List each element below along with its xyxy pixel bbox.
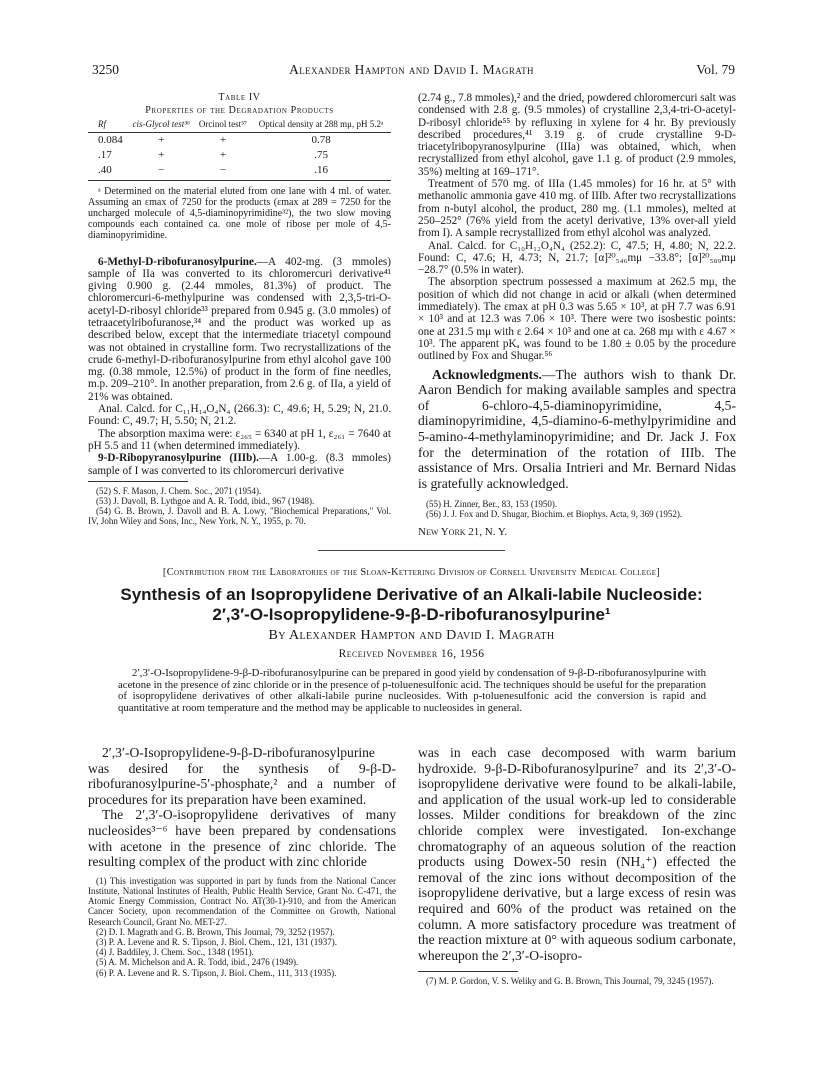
table-subtitle: Properties of the Degradation Products	[145, 105, 334, 116]
table-row	[88, 163, 391, 178]
paragraph: The 2′,3′-O-isopropylidene derivatives of many nucleosides³⁻⁶ have been prepared by condensations with acetone in the presence of zinc chloride. The resulting complex of the product with zinc chloride	[88, 807, 396, 870]
table-header-row	[88, 120, 391, 132]
table-cell: .17	[98, 148, 112, 161]
address: New York 21, N. Y.	[418, 525, 508, 538]
acknowledgments	[418, 367, 736, 492]
table-cell: +	[219, 148, 227, 161]
table-header-cell: cis-Glycol test³⁶	[128, 120, 195, 132]
paragraph-heading: 6-Methyl-D-ribofuranosylpurine.	[98, 255, 257, 268]
table-cell: 0.78	[311, 133, 331, 146]
article-footnotes-right	[418, 976, 736, 986]
paragraph: The absorption spectrum possessed a maximum at 262.5 mμ, the position of which did not change in acid or alkali (when determined immediately). The εmax at pH 0.3 was 5.65 × 10³, at pH 7.7 was 6.91 × 10³ and at 12.3 was 7.06 × 10³. There were two isosbestic points: one at 231.5 mμ with ε 2.64 × 10³ and one at ca. 268 mμ with ε 4.67 × 10³. The apparent pKₐ was found to be 1.80 ± 0.05 by the procedure outlined by Fox and Shugar.⁵⁶	[418, 276, 736, 363]
right-body-text	[418, 92, 736, 363]
contribution-line: [Contribution from the Laboratories of the Sloan-Kettering Division of Cornell University Medical College]	[162, 567, 661, 578]
table-cell: .75	[314, 148, 328, 161]
left-body-text	[88, 256, 391, 477]
left-column	[88, 92, 391, 527]
table-footnote	[88, 186, 391, 242]
ack-heading: Acknowledgments.	[432, 366, 542, 382]
paragraph: The absorption maxima were: ε₂₆₅ = 6340 at pH 1, ε₂₆₁ = 7640 at pH 5.5 and 11 (when determined immediately).	[88, 427, 391, 452]
paragraph-text: —A 1.00-g. (8.3 mmoles) sample of I was converted to its chloromercuri derivative	[88, 452, 391, 477]
footnote: (55) H. Zinner, Ber., 83, 153 (1950).	[426, 499, 558, 510]
table-row	[88, 148, 391, 163]
paragraph: 2′,3′-O-Isopropylidene-9-β-D-ribofuranosylpurine was desired for the synthesis of 9-β-D-ribofuranosylpurine-5′-phosphate,² and a number of procedures for its preparation have been examined.	[88, 745, 396, 807]
table-title: Table IV	[218, 92, 261, 103]
left-footnotes	[88, 486, 391, 527]
right-column	[418, 92, 736, 538]
table-header-cell: Rf	[88, 120, 128, 132]
article-divider	[318, 550, 505, 551]
abstract: 2′,3′-O-Isopropylidene-9-β-D-ribofuranosylpurine can be prepared in good yield by condensation of 9-β-D-ribofuranosylpurine with acetone in the presence of zinc chloride or in the presence of p-toluenesulfonic acid. The techniques should be useful for the preparation of isopropylidene derivatives of other alkali-labile purine nucleosides. With p-toluenesulfonic acid the conversion is rapid and quantitative at room temperature and the method may be applicable to nucleosides in general.	[118, 667, 707, 714]
table-bottom-rule	[88, 180, 391, 181]
paragraph: Anal. Calcd. for C₁₁H₁₄O₄N₄ (266.3): C, 49.6; H, 5.29; N, 21.0. Found: C, 49.7; H, 5.50; N, 21.2.	[88, 403, 391, 428]
table-cell: +	[219, 133, 227, 146]
ack-text: —The authors wish to thank Dr. Aaron Bendich for making available samples and spectra of 6-chloro-4,5-diaminopyrimidine, 4,5-diaminopyrimidine, 4,5-diamino-6-methylpyrimidine and 5-amino-4-methylaminopyrimidine; and Dr. Jack J. Fox for the determination of the rotation of IIIb. The assistance of Mrs. Orsalia Intrieri and Mr. Bernard Nidas is gratefully acknowledged.	[418, 366, 736, 491]
footnote-rule	[88, 481, 188, 482]
table-cell: 0.084	[98, 133, 123, 146]
table-cell: .40	[98, 163, 112, 176]
article-body-left	[88, 745, 396, 870]
paragraph: Treatment of 570 mg. of IIIa (1.45 mmoles) for 16 hr. at 5° with methanolic ammonia gave 410 mg. of IIIb. After two recrystallizations from n-butyl alcohol, the product, 280 mg. (1.1 mmoles), melted at 250–252° (76% yield from the acetyl derivative, 13% over-all yield from I). A sample recrystallized from ethyl alcohol was analyzed.	[418, 178, 736, 240]
article-title-line1: Synthesis of an Isopropylidene Derivative of an Alkali-labile Nucleoside:	[120, 585, 703, 604]
article-right-column	[418, 745, 736, 987]
paragraph	[88, 256, 391, 404]
footnote: (2) D. I. Magrath and G. B. Brown, This Journal, 79, 3252 (1957).	[96, 926, 335, 937]
paragraph-text: —A 402-mg. (3 mmoles) sample of IIa was converted to its chloromercuri derivative⁴¹ giving 0.900 g. (2.44 mmoles, 81.3%) of product. The chloromercuri-6-methylpurine was condensed with 2,3,5-tri-O-acetyl-D-ribosyl chloride³³ prepared from 0.945 g. (3.0 mmoles) of tetraacetylribofuranose,³⁴ and the product was worked up as described below, except that the intermediate triacetyl compound was not obtained in crystalline form. Two recrystallizations of the crude 6-methyl-D-ribofuranosylpurine from ethyl alcohol gave 100 mg. (0.38 mmole, 12.5%) of product in the form of fine needles, m.p. 209–210°. In another preparation, from 2.6 g. of IIa, a yield of 21% was obtained.	[88, 255, 391, 403]
running-title: Alexander Hampton and David I. Magrath	[289, 62, 534, 77]
paragraph	[88, 452, 391, 477]
footnote: (6) P. A. Levene and R. S. Tipson, J. Biol. Chem., 111, 313 (1935).	[96, 967, 337, 978]
table-footnote-text: ᵃ Determined on the material eluted from one lane with 4 ml. of water. Assuming an εmax of 7250 for the products (εmax at 289 = 7250 for the uncharged molecule of 4,5-diaminopyrimidine³²), the two slow moving compounds each contained ca. one mole of ribose per mole of 4,5-diaminopyrimidine.	[88, 185, 391, 242]
page-number: 3250	[92, 62, 119, 77]
footnote: (7) M. P. Gordon, V. S. Weliky and G. B. Brown, This Journal, 79, 3245 (1957).	[426, 976, 714, 987]
table-cell: .16	[314, 163, 328, 176]
table-row	[88, 132, 391, 148]
right-footnotes	[418, 499, 736, 519]
paragraph: (2.74 g., 7.8 mmoles),² and the dried, powdered chloromercuri salt was condensed with 2.8 g. (9.5 mmoles) of crystalline 2,3,4-tri-O-acetyl-D-ribosyl chloride⁵⁵ by refluxing in xylene for 4 hr. By previously described procedures,⁴¹ 3.19 g. of crude crystalline 9-D-triacetylribopyranosylpurine (IIIa) was obtained, which, when recrystallized from ethyl alcohol, gave 1.1 g. of product (2.9 mmoles, 35%) melting at 169–171°.	[418, 92, 736, 178]
article-footnotes-left	[88, 876, 396, 978]
table-cell: +	[158, 148, 165, 161]
article-authors: By Alexander Hampton and David I. Magrath	[268, 628, 555, 643]
table-header-cell: Optical density at 288 mμ, pH 5.2ᵃ	[251, 120, 391, 132]
properties-table	[88, 120, 391, 178]
footnote: (56) J. J. Fox and D. Shugar, Biochim. et Biophys. Acta, 9, 369 (1952).	[426, 509, 683, 520]
footnote: (1) This investigation was supported in part by funds from the National Cancer Institute, National Institutes of Health, Public Health Service, Grant No. C-471, the Atomic Energy Commission, Contract No. AT(30-1)-910, and from the American Cancer Society, upon recommendation of the Committee on Growth, National Research Council, Grant No. MET-27.	[88, 875, 396, 927]
paragraph: Anal. Calcd. for C₁₀H₁₂O₄N₄ (252.2): C, 47.5; H, 4.80; N, 22.2. Found: C, 47.6; H, 4.73; N, 21.7; [α]²⁰₅₄₆mμ −33.8°; [α]²⁰₅₈₉mμ −28.7° (0.5% in water).	[418, 239, 736, 277]
article-body-right	[418, 745, 736, 963]
table-cell: −	[158, 163, 165, 176]
received-date: Received November 16, 1956	[338, 648, 485, 660]
paragraph-heading: 9-D-Ribopyranosylpurine (IIIb).	[98, 452, 259, 465]
table-header-cell: Orcinol test³⁷	[195, 120, 252, 132]
footnote-rule	[418, 971, 518, 972]
footnote: (53) J. Davoll, B. Lythgoe and A. R. Todd, ibid., 967 (1948).	[96, 496, 315, 507]
paragraph: was in each case decomposed with warm barium hydroxide. 9-β-D-Ribofuranosylpurine⁷ and its 2′,3′-O-isopropylidene derivative were found to be alkali-labile, and application of the usual work-up led to considerable losses. Milder conditions for breakdown of the zinc chloride complex were investigated. Ion-exchange chromatography of an aqueous solution of the reaction products using Dowex-50 resin (NH₄⁺) effected the removal of the zinc ions without decomposition of the isopropylidene derivative, but a large excess of resin was required and 60% of the product was retained on the column. A more satisfactory procedure was treatment of the reaction mixture at 0° with aqueous sodium carbonate, whereupon the 2′,3′-O-isopro-	[418, 745, 736, 963]
footnote: (54) G. B. Brown, J. Davoll and B. A. Lowy, "Biochemical Preparations," Vol. IV, John Wiley and Sons, Inc., New York, N. Y., 1955, p. 70.	[88, 506, 391, 527]
footnote: (3) P. A. Levene and R. S. Tipson, J. Biol. Chem., 121, 131 (1937).	[96, 936, 338, 947]
footnote: (5) A. M. Michelson and A. R. Todd, ibid., 2476 (1949).	[96, 957, 299, 968]
table-cell: −	[219, 163, 227, 176]
table-cell: +	[158, 133, 165, 146]
footnote: (4) J. Baddiley, J. Chem. Soc., 1348 (1951).	[96, 947, 254, 958]
volume-label: Vol. 79	[696, 62, 735, 77]
article-left-column	[88, 745, 396, 978]
paragraph	[418, 367, 736, 492]
article-title-line2: 2′,3′-O-Isopropylidene-9-β-D-ribofuranosylpurine¹	[212, 605, 611, 624]
footnote: (52) S. F. Mason, J. Chem. Soc., 2071 (1954).	[96, 485, 262, 496]
